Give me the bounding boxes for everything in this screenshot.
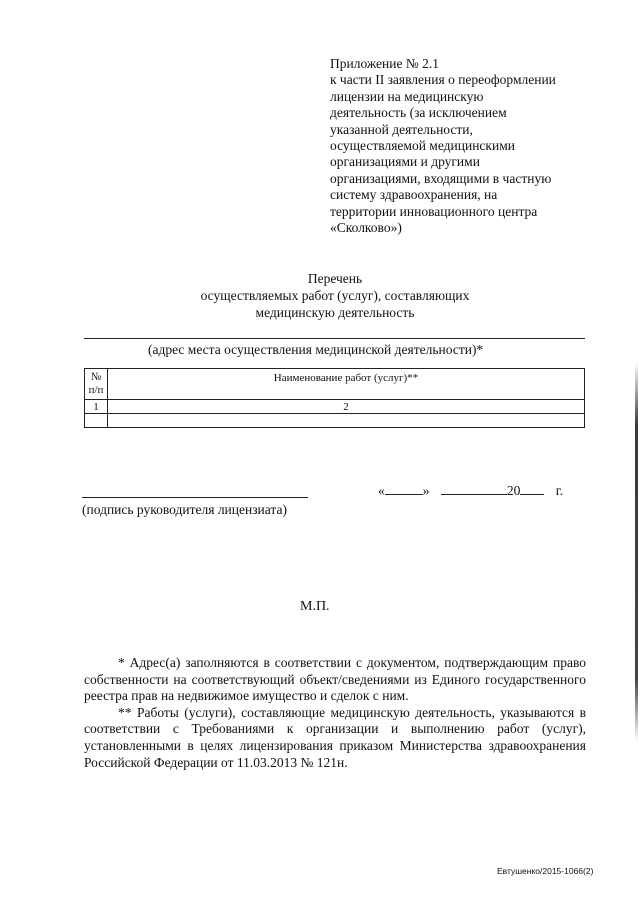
appendix-line: организациями, входящими в частную [330,170,552,186]
signature-line [82,497,308,498]
title-line: Перечень [307,271,363,286]
table-row [85,414,585,428]
appendix-line: территории инновационного центра [330,203,538,219]
appendix-line: указанной деятельности, [330,121,473,137]
day-blank [385,482,423,495]
stamp-label: М.П. [300,599,330,614]
scan-edge-shadow [635,0,638,905]
empty-cell [108,414,585,428]
appendix-line: «Сколково») [330,220,402,236]
footnotes [84,655,586,771]
empty-cell [85,414,108,428]
works-table [84,368,585,428]
col-name-index: 2 [108,400,585,414]
document-title [130,270,540,321]
appendix-line: Приложение № 2.1 [330,56,439,71]
col-number-header-line: № [90,371,102,383]
appendix-line: осуществляемой медицинскими [330,138,515,154]
col-number-index: 1 [85,400,108,414]
appendix-line: организациями и другими [330,154,480,170]
year-blank [520,482,544,495]
table-row [85,400,585,414]
col-number-header-line: п/п [88,384,104,396]
appendix-header [330,56,620,236]
footnote-address: * Адрес(а) заполняются в соответствии с документом, подтверждающим право собственности на соответствующий объект/сведениями из Единого государственного реестра прав на недвижимое имущество и сделок с ним. [84,655,586,704]
signature-caption: (подпись руководителя лицензиата) [82,502,287,517]
col-number-header [85,369,108,400]
appendix-line: систему здравоохранения, на [330,187,498,203]
address-fill-line [84,338,585,339]
appendix-line: деятельность (за исключением [330,105,507,121]
address-caption: (адрес места осуществления медицинской деятельности)* [148,342,484,357]
appendix-line: лицензии на медицинскую [330,88,484,104]
date-field [378,482,563,499]
title-line: осуществляемых работ (услуг), составляющих [200,288,470,303]
month-blank [441,482,507,495]
title-line: медицинскую деятельность [255,305,415,320]
appendix-line: к части II заявления о переоформлении [330,72,556,88]
date-open-quote: « [378,483,385,498]
col-name-header: Наименование работ (услуг)** [108,369,585,400]
year-suffix: г. [555,483,564,498]
footnote-works: ** Работы (услуги), составляющие медицинскую деятельность, указываются в соответствии с Требованиями к организации и выполнению работ (услуг), установленными в целях лицензирования приказом Министерства здравоохранения Российской Федерации от 11.03.2013 № 121н. [84,704,586,770]
date-close-quote: » [422,483,430,498]
table-header-row [85,369,585,400]
footer-code: Евтушенко/2015-1066(2) [497,866,594,876]
year-prefix: 20 [506,483,521,498]
